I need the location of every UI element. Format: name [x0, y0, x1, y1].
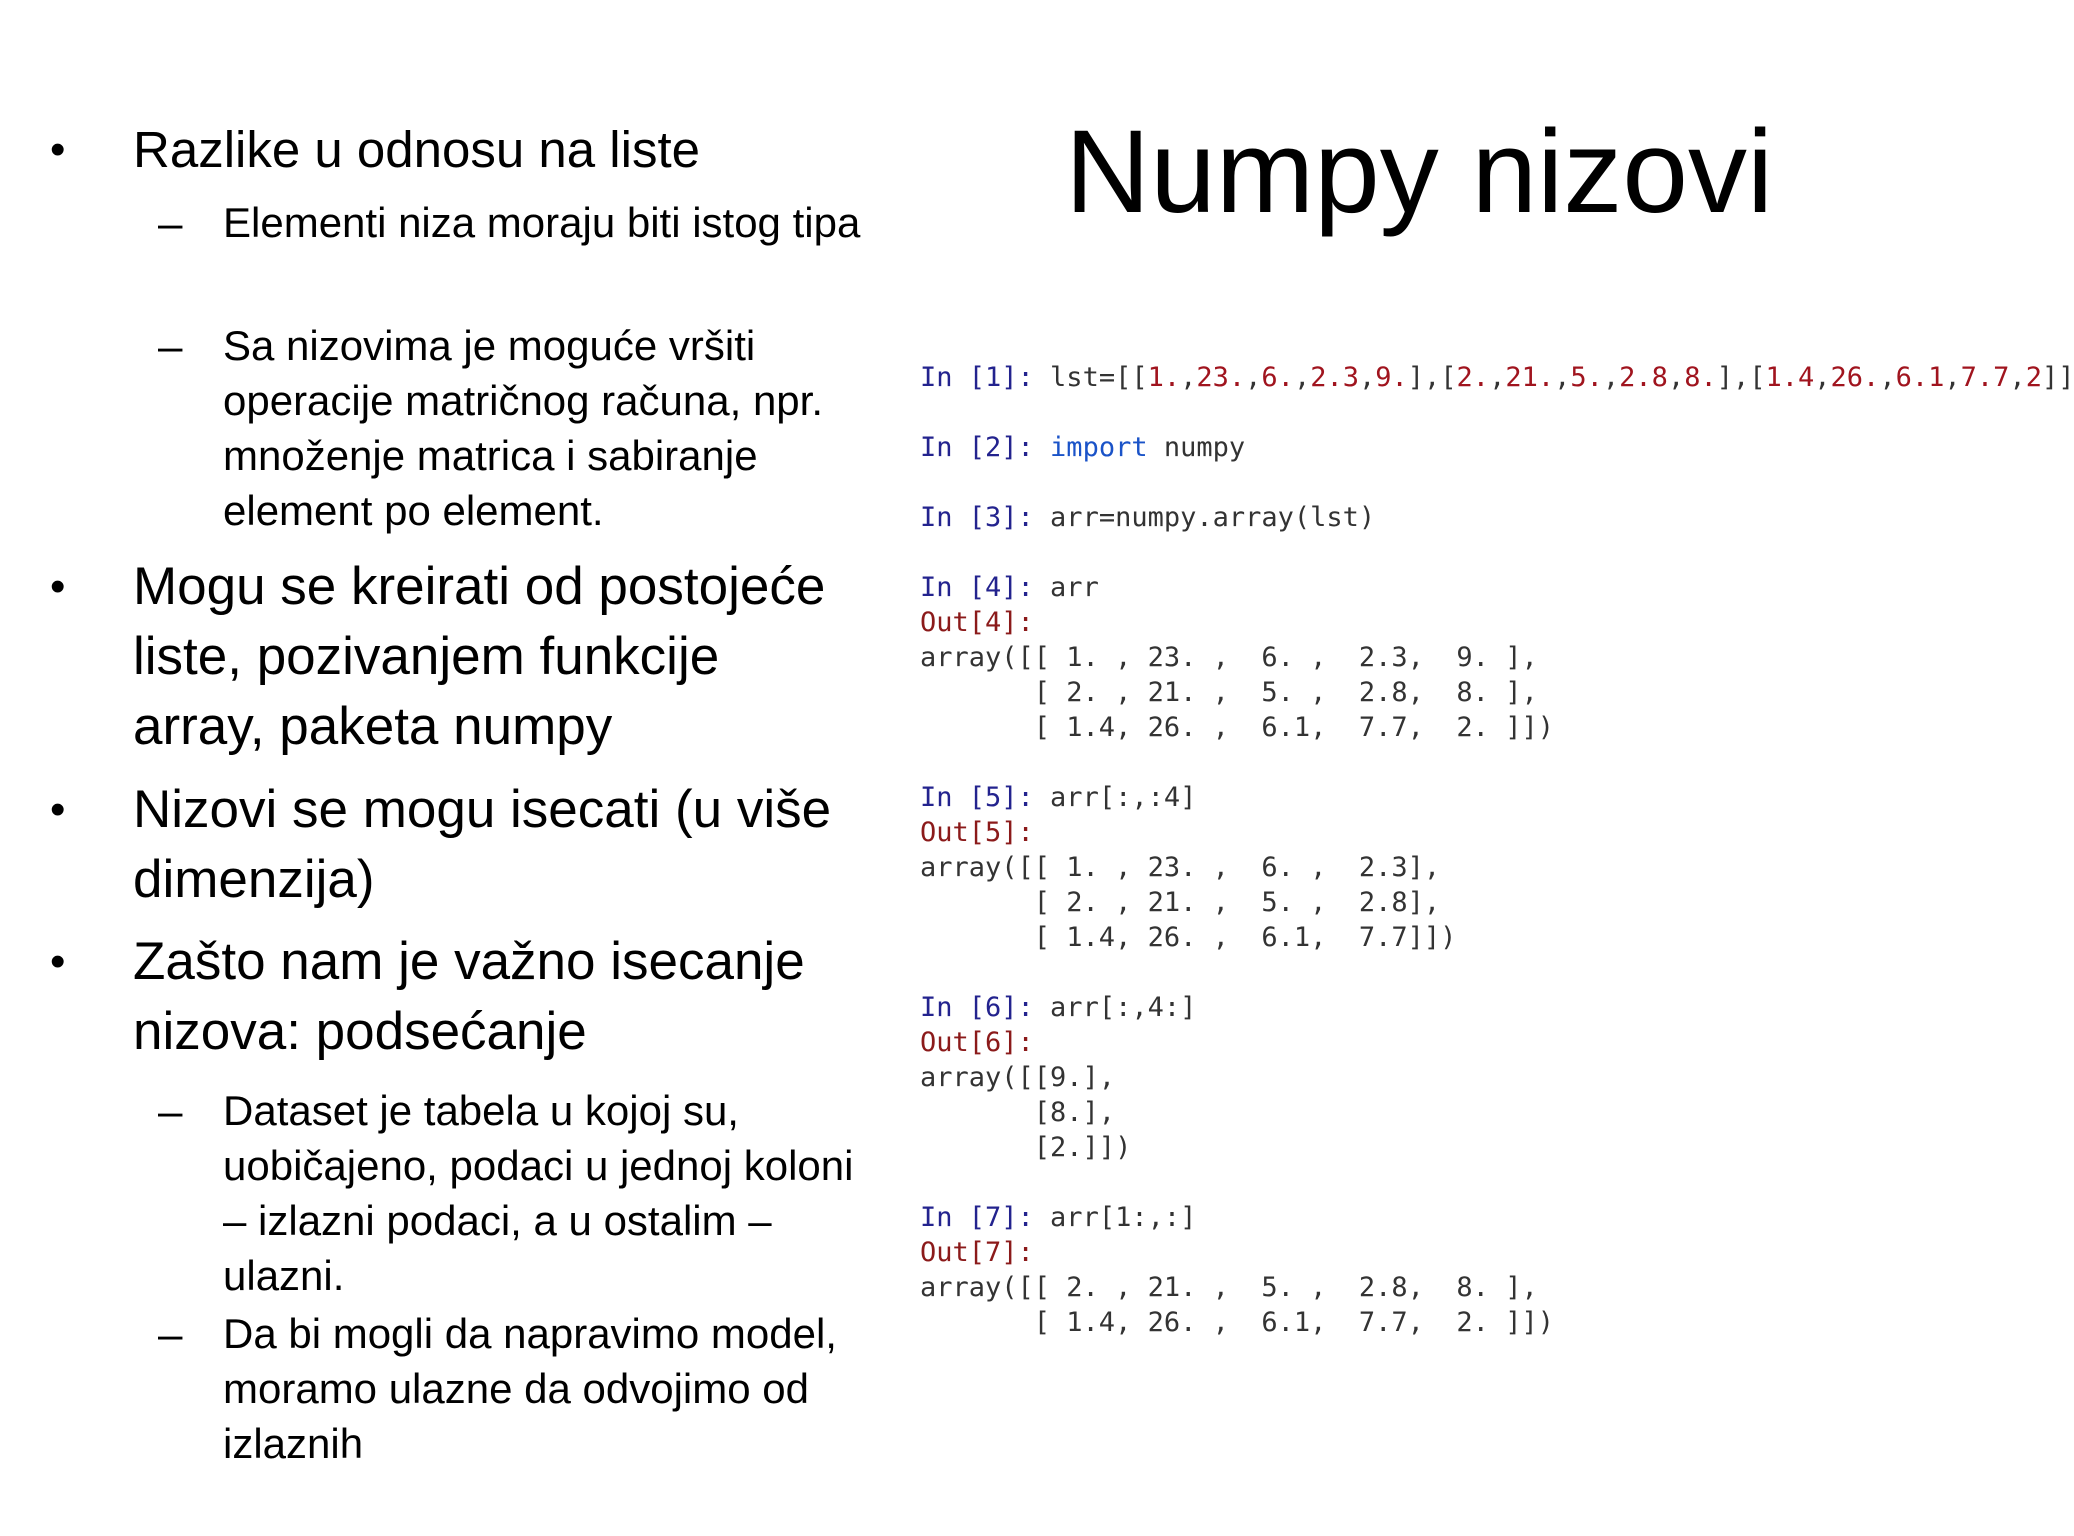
code-punct: ,: [1602, 362, 1620, 393]
output-line: [ 1.4, 26. , 6.1, 7.7]]): [920, 922, 1457, 953]
number-literal: 5.: [1570, 362, 1603, 393]
code-punct: ,: [1667, 362, 1685, 393]
code-punct: ,: [1245, 362, 1262, 393]
number-literal: 26.: [1830, 362, 1880, 393]
code-input: arr: [1033, 572, 1099, 603]
output-line: array([[ 1. , 23. , 6. , 2.3, 9. ],: [920, 642, 1538, 673]
in-prompt: In [7]:: [920, 1202, 1034, 1233]
bullet-1-text: Razlike u odnosu na liste: [133, 121, 701, 178]
dash-marker: –: [158, 322, 183, 371]
code-punct: ,: [1944, 362, 1961, 393]
in-prompt: In [2]:: [920, 432, 1034, 463]
code-punct: lst=[[: [1033, 362, 1148, 393]
output-line: [ 2. , 21. , 5. , 2.8, 8. ],: [920, 677, 1538, 708]
bullet-marker: •: [50, 125, 66, 174]
bullet-list: [0, 0, 880, 1536]
number-literal: 23.: [1196, 362, 1246, 393]
number-literal: 9.: [1375, 362, 1408, 393]
output-line: [ 2. , 21. , 5. , 2.8],: [920, 887, 1441, 918]
code-punct: ],[: [1716, 362, 1766, 393]
dash-marker: –: [158, 199, 183, 248]
code-punct: ,: [1814, 362, 1831, 393]
dash-marker: –: [158, 1087, 183, 1136]
code-cell-7: [920, 1200, 2040, 1340]
number-literal: 2.: [1456, 362, 1490, 393]
code-punct: ,: [1489, 362, 1506, 393]
bullet-1-sub-2-text: Sa nizovima je moguće vršiti operacije matričnog računa, npr. množenje matrica i sabiranje element po element.: [223, 322, 823, 534]
number-literal: 2.8: [1619, 362, 1668, 393]
code-punct: ,: [2009, 362, 2026, 393]
out-prompt: Out[4]:: [920, 607, 1034, 638]
code-punct: ,: [1358, 362, 1376, 393]
bullet-4-sub-2-text: Da bi mogli da napravimo model, moramo ulazne da odvojimo od izlaznih: [223, 1310, 837, 1467]
output-line: [ 1.4, 26. , 6.1, 7.7, 2. ]]): [920, 712, 1554, 743]
code-input: arr[:,4:]: [1033, 992, 1197, 1023]
in-prompt: In [5]:: [920, 782, 1034, 813]
number-literal: 21.: [1505, 362, 1555, 393]
in-prompt: In [1]:: [920, 362, 1034, 393]
number-literal: 8.: [1684, 362, 1717, 393]
bullet-1-sub-1-text: Elementi niza moraju biti istog tipa: [223, 199, 861, 246]
number-literal: 6.: [1261, 362, 1294, 393]
number-literal: 7.7: [1960, 362, 2010, 393]
output-line: array([[9.],: [920, 1062, 1116, 1093]
code-punct: ,: [1879, 362, 1896, 393]
code-cell-4: [920, 570, 2040, 745]
out-prompt: Out[6]:: [920, 1027, 1034, 1058]
dash-marker: –: [158, 1310, 183, 1359]
bullet-4-text: Zašto nam je važno isecanje nizova: podsećanje: [133, 932, 805, 1061]
in-prompt: In [6]:: [920, 992, 1034, 1023]
out-prompt: Out[7]:: [920, 1237, 1034, 1268]
bullet-marker: •: [50, 937, 66, 986]
number-literal: 2.3: [1310, 362, 1359, 393]
code-screenshot: [920, 360, 2074, 1375]
code-cell-2: [920, 430, 2040, 465]
code-cell-5: [920, 780, 2040, 955]
code-punct: ]]: [2041, 362, 2074, 393]
code-punct: ,: [1293, 362, 1311, 393]
code-cell-6: [920, 990, 2040, 1165]
keyword: import: [1033, 432, 1148, 463]
number-literal: 1.4: [1765, 362, 1815, 393]
code-punct: ,: [1180, 362, 1197, 393]
code-input: arr[1:,:]: [1033, 1202, 1197, 1233]
number-literal: 2: [2025, 362, 2042, 393]
code-punct: ],[: [1407, 362, 1457, 393]
output-line: [2.]]): [920, 1132, 1132, 1163]
code-cell-1: [920, 360, 2074, 395]
out-prompt: Out[5]:: [920, 817, 1034, 848]
code-punct: ,: [1554, 362, 1571, 393]
bullet-3-text: Nizovi se mogu isecati (u više dimenzija): [133, 780, 832, 909]
slide-title: Numpy nizovi: [1065, 106, 1774, 238]
code-cell-3: [920, 500, 2040, 535]
bullet-4-sub-1-text: Dataset je tabela u kojoj su, uobičajeno, podaci u jednoj koloni – izlazni podaci, a u ostalim – ulazni.: [223, 1087, 854, 1299]
output-line: array([[ 1. , 23. , 6. , 2.3],: [920, 852, 1441, 883]
number-literal: 6.1: [1895, 362, 1945, 393]
code-input: [1034, 362, 2074, 393]
bullet-marker: •: [50, 785, 66, 834]
bullet-marker: •: [50, 562, 66, 611]
code-input: arr[:,:4]: [1033, 782, 1197, 813]
bullet-2-text: Mogu se kreirati od postojeće liste, pozivanjem funkcije array, paketa numpy: [133, 557, 826, 756]
output-line: [8.],: [920, 1097, 1116, 1128]
in-prompt: In [4]:: [920, 572, 1034, 603]
output-line: array([[ 2. , 21. , 5. , 2.8, 8. ],: [920, 1272, 1538, 1303]
code-input: arr=numpy.array(lst): [1033, 502, 1376, 533]
in-prompt: In [3]:: [920, 502, 1034, 533]
code-input: numpy: [1147, 432, 1246, 463]
number-literal: 1.: [1147, 362, 1181, 393]
output-line: [ 1.4, 26. , 6.1, 7.7, 2. ]]): [920, 1307, 1554, 1338]
